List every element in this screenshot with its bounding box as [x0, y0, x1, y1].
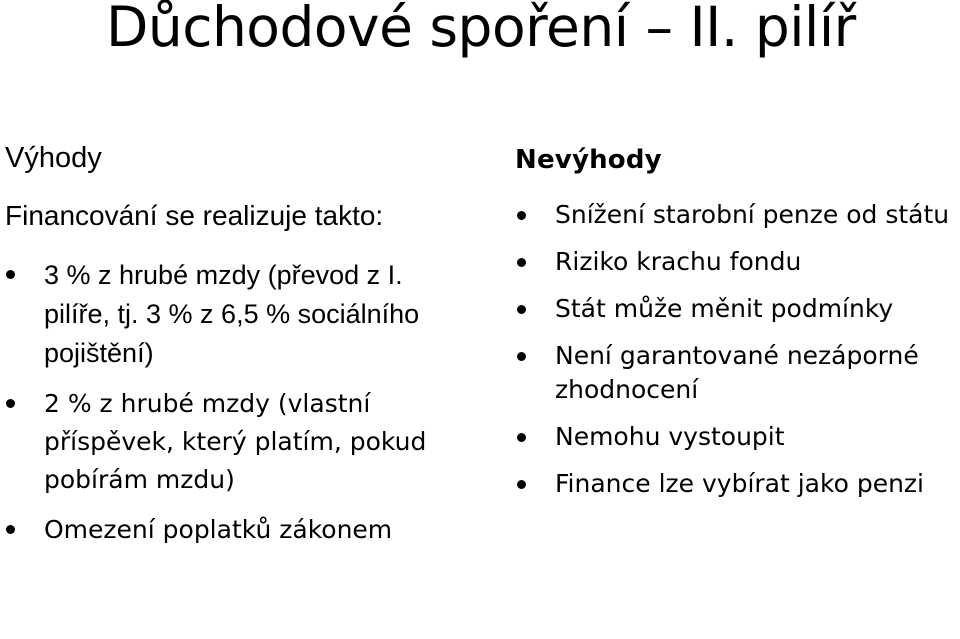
list-item — [515, 420, 960, 454]
advantages-list — [0, 256, 475, 561]
list-item — [515, 467, 960, 501]
disadvantage-text: Stát může měnit podmínky — [555, 294, 894, 323]
bullet-dot-icon — [6, 525, 15, 534]
advantages-intro: Financování se realizuje takto: — [5, 200, 384, 231]
list-item — [0, 256, 475, 373]
list-item — [515, 292, 960, 326]
advantage-text: Omezení poplatků zákonem — [44, 515, 393, 544]
bullet-dot-icon — [517, 211, 526, 220]
bullet-dot-icon — [517, 352, 526, 361]
bullet-dot-icon — [6, 399, 15, 408]
advantage-text: 2 % z hrubé mzdy (vlastní příspěvek, který platím, pokud pobírám mzdu) — [44, 389, 427, 494]
bullet-dot-icon — [517, 480, 526, 489]
list-item — [515, 198, 960, 232]
disadvantage-text: Nemohu vystoupit — [555, 422, 785, 451]
list-item — [515, 339, 960, 407]
disadvantage-text: Snížení starobní penze od státu — [555, 200, 950, 229]
disadvantages-heading: Nevýhody — [515, 145, 662, 175]
list-item — [0, 511, 475, 549]
list-item — [515, 245, 960, 279]
list-item — [0, 385, 475, 499]
bullet-dot-icon — [517, 433, 526, 442]
disadvantage-text: Není garantované nezáporné zhodnocení — [555, 341, 919, 404]
advantage-text: 3 % z hrubé mzdy (převod z I. pilíře, tj. 3 % z 6,5 % sociálního pojištění) — [44, 260, 420, 368]
bullet-dot-icon — [517, 258, 526, 267]
advantages-heading: Výhody — [5, 142, 102, 174]
bullet-dot-icon — [517, 305, 526, 314]
disadvantage-text: Riziko krachu fondu — [555, 247, 802, 276]
slide-title: Důchodové spoření – II. pilíř — [106, 0, 856, 59]
bullet-dot-icon — [6, 270, 15, 279]
disadvantage-text: Finance lze vybírat jako penzi — [555, 469, 924, 498]
disadvantages-list — [515, 198, 960, 514]
